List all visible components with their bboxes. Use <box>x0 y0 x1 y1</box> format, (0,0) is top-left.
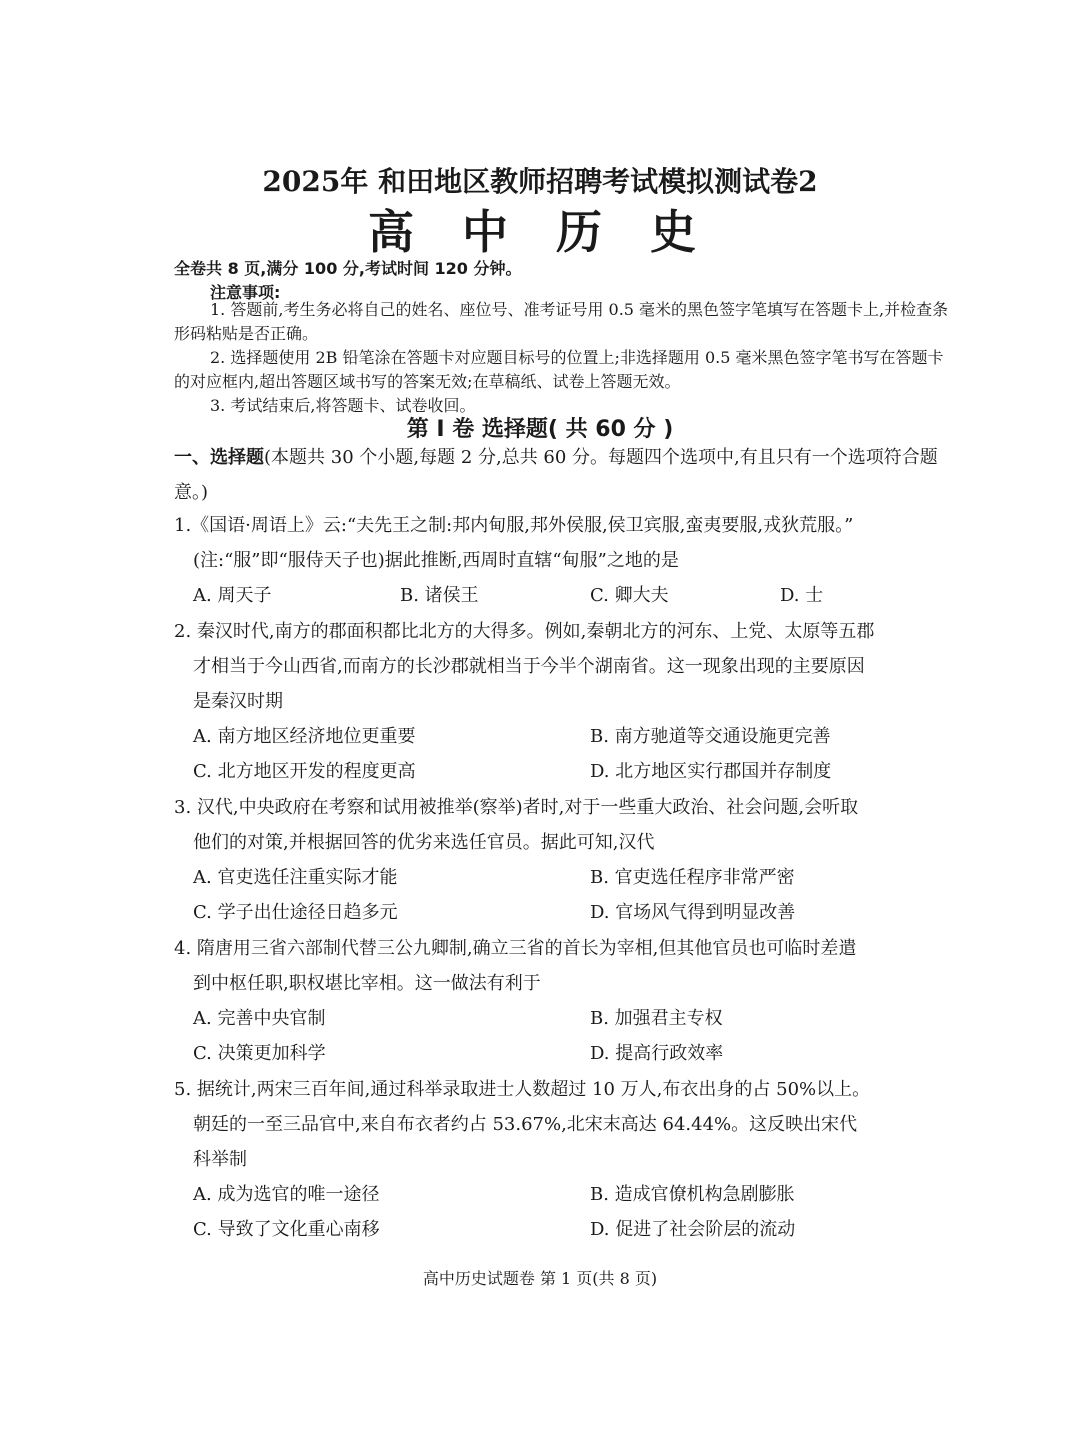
question-5-option-c: C. 导致了文化重心南移 <box>193 1219 380 1240</box>
question-2-option-d: D. 北方地区实行郡国并存制度 <box>590 761 832 782</box>
question-2-option-a: A. 南方地区经济地位更重要 <box>193 726 416 747</box>
question-5-line-2: 朝廷的一至三品官中,来自布衣者约占 53.67%,北宋末高达 64.44%。这反映出宋代 <box>193 1114 858 1135</box>
exam-title: 2025年 和田地区教师招聘考试模拟测试卷2 <box>262 165 818 198</box>
question-3-option-d: D. 官场风气得到明显改善 <box>590 902 796 923</box>
section-intro <box>174 440 954 510</box>
question-5-option-b: B. 造成官僚机构急剧膨胀 <box>590 1184 795 1205</box>
question-1-option-a: A. 周天子 <box>193 585 272 606</box>
note-1: 1. 答题前,考生务必将自己的姓名、座位号、准考证号用 0.5 毫米的黑色签字笔填写在答题卡上,并检查条形码粘贴是否正确。 <box>174 300 949 343</box>
question-4-option-a: A. 完善中央官制 <box>193 1008 326 1029</box>
question-3-option-a: A. 官吏选任注重实际才能 <box>193 867 398 888</box>
notes-heading: 注意事项: <box>210 283 281 302</box>
question-1-option-b: B. 诸侯王 <box>400 585 479 606</box>
question-2-line-3: 是秦汉时期 <box>193 691 283 712</box>
question-2-option-c: C. 北方地区开发的程度更高 <box>193 761 416 782</box>
question-4-option-b: B. 加强君主专权 <box>590 1008 723 1029</box>
question-5-option-d: D. 促进了社会阶层的流动 <box>590 1219 796 1240</box>
subject-title: 高 中 历 史 <box>367 205 713 259</box>
question-2-line-2: 才相当于今山西省,而南方的长沙郡就相当于今半个湖南省。这一现象出现的主要原因 <box>193 656 865 677</box>
question-2-option-b: B. 南方驰道等交通设施更完善 <box>590 726 831 747</box>
question-4-line-2: 到中枢任职,职权堪比宰相。这一做法有利于 <box>193 973 541 994</box>
note-3: 3. 考试结束后,将答题卡、试卷收回。 <box>210 396 476 415</box>
question-4-option-c: C. 决策更加科学 <box>193 1043 326 1064</box>
section-intro-text: (本题共 30 个小题,每题 2 分,总共 60 分。每题四个选项中,有且只有一个选项符合题意。) <box>174 447 938 503</box>
question-3-line-1: 3. 汉代,中央政府在考察和试用被推举(察举)者时,对于一些重大政治、社会问题,会听取 <box>174 797 859 818</box>
question-5-line-3: 科举制 <box>193 1149 247 1170</box>
note-2: 2. 选择题使用 2B 铅笔涂在答题卡对应题目标号的位置上;非选择题用 0.5 毫米黑色签字笔书写在答题卡的对应框内,超出答题区域书写的答案无效;在草稿纸、试卷上答题无效。 <box>174 348 944 391</box>
question-1-option-d: D. 士 <box>780 585 824 606</box>
question-1-line-2: (注:“服”即“服侍天子也)据此推断,西周时直辖“甸服”之地的是 <box>193 550 679 571</box>
section-intro-label: 一、选择题 <box>174 447 264 468</box>
question-2-line-1: 2. 秦汉时代,南方的郡面积都比北方的大得多。例如,秦朝北方的河东、上党、太原等五郡 <box>174 621 875 642</box>
question-5-option-a: A. 成为选官的唯一途径 <box>193 1184 380 1205</box>
question-5-line-1: 5. 据统计,两宋三百年间,通过科举录取进士人数超过 10 万人,布衣出身的占 50%以上。 <box>174 1079 871 1100</box>
question-1-option-c: C. 卿大夫 <box>590 585 669 606</box>
exam-meta: 全卷共 8 页,满分 100 分,考试时间 120 分钟。 <box>174 259 522 278</box>
question-4-option-d: D. 提高行政效率 <box>590 1043 724 1064</box>
question-3-option-b: B. 官吏选任程序非常严密 <box>590 867 795 888</box>
question-1-line-1: 1.《国语·周语上》云:“夫先王之制:邦内甸服,邦外侯服,侯卫宾服,蛮夷要服,戎狄荒服。” <box>174 515 854 536</box>
question-3-option-c: C. 学子出仕途径日趋多元 <box>193 902 398 923</box>
section-title: 第 Ⅰ 卷 选择题( 共 60 分 ) <box>406 417 674 442</box>
page-footer: 高中历史试题卷 第 1 页(共 8 页) <box>422 1269 658 1288</box>
question-3-line-2: 他们的对策,并根据回答的优劣来选任官员。据此可知,汉代 <box>193 832 655 853</box>
question-4-line-1: 4. 隋唐用三省六部制代替三公九卿制,确立三省的首长为宰相,但其他官员也可临时差遣 <box>174 938 857 959</box>
